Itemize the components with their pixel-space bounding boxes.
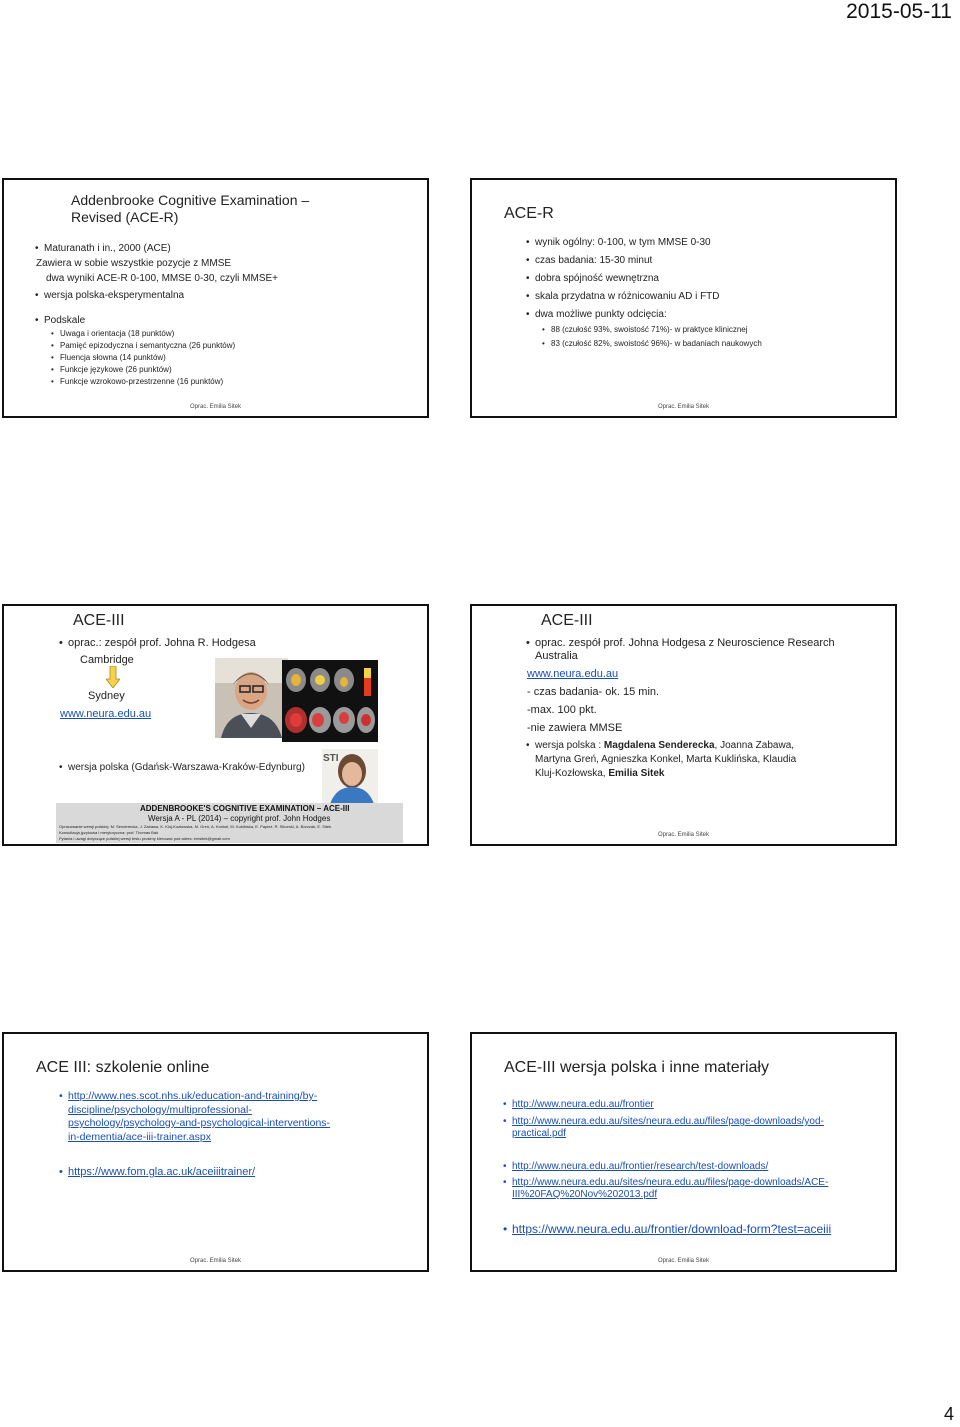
svg-text:STI: STI bbox=[323, 753, 339, 764]
text-dwa-wyniki: dwa wyniki ACE-R 0-100, MMSE 0-30, czyli MMSE+ bbox=[46, 273, 279, 284]
link-nes-line1[interactable]: • http://www.nes.scot.nhs.uk/education-and-training/by- bbox=[68, 1090, 318, 1102]
bullet-oprac: • oprac.: zespół prof. Johna R. Hodgesa bbox=[68, 637, 256, 649]
authors-line3-prefix: Kluj-Kozłowska, bbox=[535, 768, 609, 779]
page-date: 2015-05-11 bbox=[846, 0, 952, 23]
slide-title: ACE-III bbox=[73, 612, 125, 629]
emilia-sitek-photo bbox=[322, 749, 378, 804]
subitem-jezykowe: • Funkcje językowe (26 punktów) bbox=[60, 365, 172, 374]
bullet-wersja-polska: • wersja polska (Gdańsk-Warszawa-Kraków-Edynburg) bbox=[68, 762, 305, 773]
slide-credit: Oprac. Emilia Sitek bbox=[657, 404, 709, 410]
slide-title: ACE-III wersja polska i inne materiały bbox=[504, 1059, 769, 1076]
bullet-podskale: • Podskale bbox=[44, 315, 85, 326]
slide-title: ACE III: szkolenie online bbox=[36, 1059, 210, 1076]
link-nes-line3[interactable]: psychology/psychology-and-psychological-interventions- bbox=[68, 1117, 331, 1129]
link-faq-line2[interactable]: III%20FAQ%20Nov%202013.pdf bbox=[512, 1189, 658, 1200]
brain-scans-image bbox=[282, 660, 378, 742]
slide-title-line1: Addenbrooke Cognitive Examination – bbox=[71, 192, 310, 208]
link-nes-line2[interactable]: discipline/psychology/multiprofessional- bbox=[68, 1103, 252, 1116]
slide-ace-iii-materials bbox=[470, 1032, 897, 1272]
slide-title: ACE-III bbox=[541, 612, 593, 629]
bullet-maturanath: • Maturanath i in., 2000 (ACE) bbox=[44, 243, 171, 254]
bullet-wynik: • wynik ogólny: 0-100, w tym MMSE 0-30 bbox=[535, 237, 711, 248]
john-hodges-photo bbox=[215, 658, 288, 738]
slide-credit: Oprac. Emilia Sitek bbox=[189, 404, 241, 410]
link-neura[interactable]: www.neura.edu.au bbox=[527, 668, 619, 680]
bullet-spojnosc: • dobra spójność wewnętrzna bbox=[535, 273, 659, 284]
text-australia: Australia bbox=[535, 650, 578, 662]
bullet-oprac: • oprac. zespół prof. Johna Hodgesa z Neuroscience Research bbox=[535, 637, 835, 649]
slide-ace-r-details bbox=[470, 178, 897, 418]
link-neura[interactable]: www.neura.edu.au bbox=[60, 708, 152, 720]
link-nes-line4[interactable]: in-dementia/ace-iii-trainer.aspx bbox=[68, 1130, 211, 1143]
subitem-pamiec: • Pamięć epizodyczna i semantyczna (26 punktów) bbox=[60, 341, 235, 350]
banner-title: ADDENBROOKE'S COGNITIVE EXAMINATION – ACE-III bbox=[140, 804, 350, 813]
link-nes-training[interactable] bbox=[68, 1090, 330, 1144]
bullet-odciecia: • dwa możliwe punkty odcięcia: bbox=[535, 309, 667, 320]
bullet-wersja-polska bbox=[535, 740, 794, 751]
bullet-skala: • skala przydatna w różnicowaniu AD i FTD bbox=[535, 291, 720, 302]
page-number: 4 bbox=[943, 1404, 954, 1424]
text-zawiera: Zawiera w sobie wszystkie pozycje z MMSE bbox=[36, 258, 232, 269]
slide-title-line2: Revised (ACE-R) bbox=[71, 209, 179, 225]
link-yod-practical[interactable] bbox=[512, 1116, 824, 1140]
text-sydney: Sydney bbox=[88, 690, 125, 702]
arrow-down-icon bbox=[106, 666, 120, 688]
link-test-downloads[interactable]: • http://www.neura.edu.au/frontier/research/test-downloads/ bbox=[512, 1161, 768, 1172]
authors-rest: , Joanna Zabawa, bbox=[714, 740, 795, 751]
slide-credit: Oprac. Emilia Sitek bbox=[657, 832, 709, 838]
link-fom-trainer[interactable]: • https://www.fom.gla.ac.uk/aceiiitrainer/ bbox=[68, 1166, 255, 1178]
link-faq-line1[interactable]: • http://www.neura.edu.au/sites/neura.edu.au/files/page-downloads/ACE- bbox=[512, 1177, 829, 1188]
slide-ace-iii-intro bbox=[2, 604, 429, 846]
author-sitek: Emilia Sitek bbox=[608, 768, 665, 779]
subitem-83: • 83 (czułość 82%, swoistość 96%)- w badaniach naukowych bbox=[551, 339, 762, 348]
text-max: -max. 100 pkt. bbox=[527, 704, 597, 716]
authors-line3 bbox=[535, 768, 665, 779]
link-frontier[interactable]: • http://www.neura.edu.au/frontier bbox=[512, 1099, 654, 1110]
subitem-wzrokowo: • Funkcje wzrokowo-przestrzenne (16 punktów) bbox=[60, 377, 223, 386]
text-czas: - czas badania- ok. 15 min. bbox=[527, 686, 660, 698]
banner-subtitle: Wersja A - PL (2014) – copyright prof. John Hodges bbox=[148, 814, 331, 823]
slide-ace-iii-details bbox=[470, 604, 897, 846]
link-download-form[interactable]: • https://www.neura.edu.au/frontier/download-form?test=aceiii bbox=[512, 1222, 831, 1236]
authors-line2: Martyna Greń, Agnieszka Konkel, Marta Kuklińska, Klaudia bbox=[535, 754, 797, 765]
bullet-wersja-polska: • wersja polska-eksperymentalna bbox=[44, 290, 184, 301]
slide-title: ACE-R bbox=[504, 205, 554, 222]
slide-ace-r-intro bbox=[2, 178, 429, 418]
bullet-czas: • czas badania: 15-30 minut bbox=[535, 255, 652, 266]
link-yod-line2[interactable]: practical.pdf bbox=[512, 1128, 566, 1139]
subitem-fluencja: • Fluencja słowna (14 punktów) bbox=[60, 353, 166, 362]
banner-authors: Opracowanie wersji polskiej: M. Senderecka, J. Zabawa, K. Kluj-Kozłowska, M. Greń, A. Konkel, M. Kuklińska, E. Papież, R. Sikorski, A. Borczak, E. Sitek bbox=[59, 824, 332, 829]
slide-ace-iii-training bbox=[2, 1032, 429, 1272]
text-mmse: -nie zawiera MMSE bbox=[527, 722, 623, 734]
banner-consultation: Konsultacja językowa i merytoryczna: prof. Thomas Bak bbox=[59, 830, 159, 835]
slide-credit: Oprac. Emilia Sitek bbox=[657, 1258, 709, 1264]
authors-prefix: wersja polska : bbox=[535, 740, 604, 751]
subitem-88: • 88 (czułość 93%, swoistość 71%)- w praktyce klinicznej bbox=[551, 325, 748, 334]
link-yod-line1[interactable]: • http://www.neura.edu.au/sites/neura.edu.au/files/page-downloads/yod- bbox=[512, 1116, 824, 1127]
link-ace-faq[interactable] bbox=[512, 1177, 828, 1201]
text-cambridge: Cambridge bbox=[80, 654, 134, 666]
subitem-uwaga: • Uwaga i orientacja (18 punktów) bbox=[60, 329, 174, 338]
ace-iii-form-banner bbox=[56, 803, 403, 843]
author-senderecka: Magdalena Senderecka bbox=[603, 740, 715, 751]
banner-contact: Pytania i uwagi dotyczące polskiej wersji testu prosimy kierować pod adres: emsitek@gmail.com bbox=[59, 836, 230, 841]
slide-credit: Oprac. Emilia Sitek bbox=[189, 1258, 241, 1264]
